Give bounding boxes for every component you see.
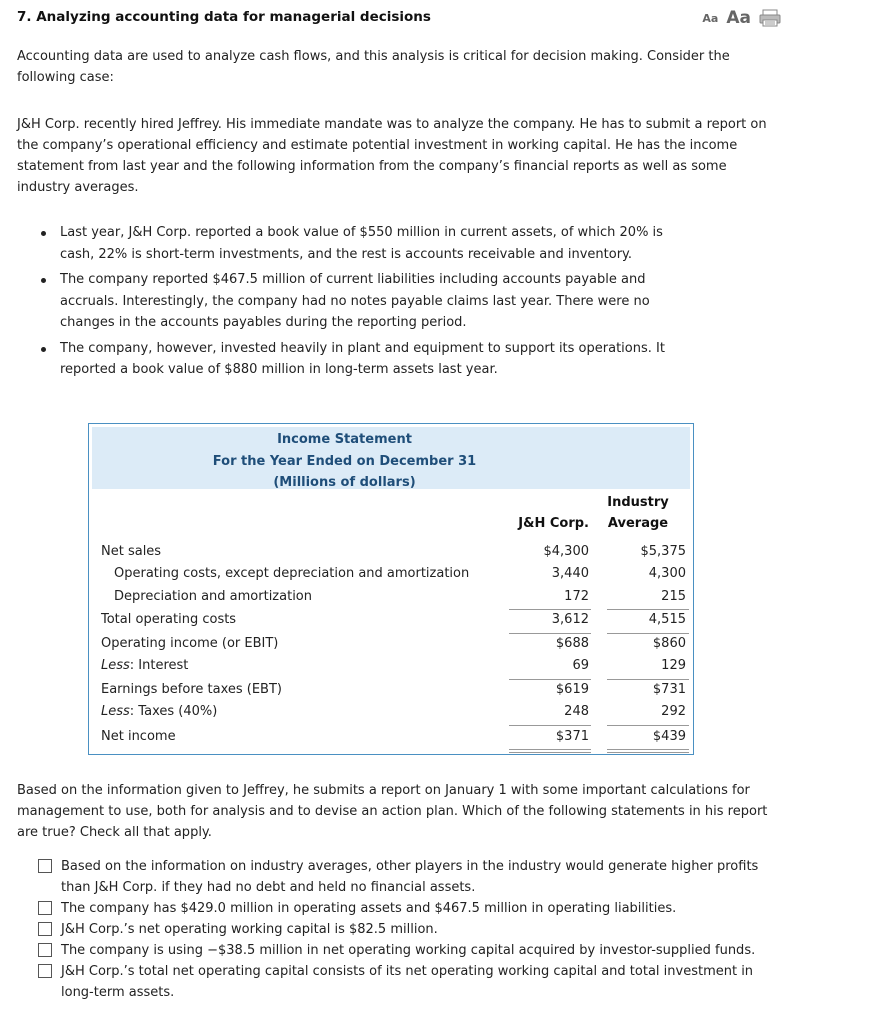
print-icon[interactable] — [759, 9, 781, 27]
row-label-total-operating-costs: Total operating costs — [101, 612, 237, 627]
list-item-text: The company, however, invested heavily in plant and equipment to support its operations. It reported a book value of $880 million in long-term assets last year. — [60, 340, 665, 377]
cell-industry-total-operating-costs: 4,515 — [648, 612, 686, 627]
statement-subtitle: For the Year Ended on December 31 — [212, 454, 477, 469]
option-text: The company has $429.0 million in operating assets and $467.5 million in operating liabilities. — [61, 901, 677, 916]
row-label-taxes: Less: Taxes (40%) — [101, 704, 218, 719]
cell-company-operating-costs: 3,440 — [551, 566, 589, 581]
facts-list — [40, 222, 680, 385]
checkbox[interactable] — [38, 901, 52, 915]
cell-industry-operating-costs: 4,300 — [648, 566, 686, 581]
income-statement-table — [88, 423, 694, 755]
cell-company-ebit: $688 — [555, 636, 589, 651]
option-text: Based on the information on industry averages, other players in the industry would generate higher profits than J&H Corp. if they had no debt and held no financial assets. — [61, 859, 759, 895]
cell-industry-net-sales: $5,375 — [640, 544, 686, 559]
option-text: The company is using −$38.5 million in net operating working capital acquired by investor-supplied funds. — [61, 943, 756, 958]
checkbox[interactable] — [38, 943, 52, 957]
row-label-net-sales: Net sales — [101, 544, 162, 559]
option-4[interactable] — [37, 940, 777, 961]
cell-company-total-operating-costs: 3,612 — [551, 612, 589, 627]
cell-company-ebt: $619 — [555, 682, 589, 697]
checkbox[interactable] — [38, 922, 52, 936]
row-label-ebt: Earnings before taxes (EBT) — [101, 682, 282, 697]
column-header-company: J&H Corp. — [518, 516, 589, 531]
column-header-industry-2: Average — [607, 516, 669, 531]
option-text: J&H Corp.’s net operating working capital is $82.5 million. — [61, 922, 438, 937]
cell-industry-taxes: 292 — [661, 704, 686, 719]
cell-industry-depreciation: 215 — [661, 589, 686, 604]
cell-industry-ebit: $860 — [652, 636, 686, 651]
option-2[interactable] — [37, 898, 777, 919]
question-header — [17, 9, 778, 29]
cell-company-interest: 69 — [572, 658, 589, 673]
cell-company-net-income: $371 — [555, 729, 589, 744]
statement-units: (Millions of dollars) — [273, 475, 416, 490]
cell-industry-interest: 129 — [661, 658, 686, 673]
question-text: Based on the information given to Jeffrey, he submits a report on January 1 with some important calculations for management to use, both for analysis and to devise an action plan. Which of the following statements in his report are true? Check all that apply. — [17, 783, 768, 840]
row-label-net-income: Net income — [101, 729, 176, 744]
list-item-text: Last year, J&H Corp. reported a book value of $550 million in current assets, of which 20% is cash, 22% is short-term investments, and the rest is accounts receivable and inventory. — [60, 225, 663, 262]
row-label-operating-costs: Operating costs, except depreciation and amortization — [114, 566, 470, 581]
cell-industry-net-income: $439 — [652, 729, 686, 744]
cell-company-net-sales: $4,300 — [543, 544, 589, 559]
cell-company-taxes: 248 — [564, 704, 589, 719]
statement-title: Income Statement — [277, 432, 412, 447]
checkbox[interactable] — [38, 859, 52, 873]
list-item — [40, 338, 680, 381]
toolbar — [702, 8, 781, 28]
column-header-industry-1: Industry — [607, 495, 669, 510]
cell-company-depreciation: 172 — [564, 589, 589, 604]
intro-text: Accounting data are used to analyze cash flows, and this analysis is critical for decision making. Consider the following case: — [17, 49, 730, 85]
answer-options — [37, 856, 777, 1003]
option-1[interactable] — [37, 856, 777, 898]
option-3[interactable] — [37, 919, 777, 940]
row-label-ebit: Operating income (or EBIT) — [101, 636, 279, 651]
cell-industry-ebt: $731 — [652, 682, 686, 697]
question-title: 7. Analyzing accounting data for managerial decisions — [17, 9, 431, 25]
font-decrease-button[interactable]: Aa — [702, 11, 719, 25]
row-label-interest: Less: Interest — [101, 658, 189, 673]
list-item — [40, 269, 680, 334]
list-item — [40, 222, 680, 265]
font-increase-button[interactable]: Aa — [726, 8, 751, 28]
list-item-text: The company reported $467.5 million of current liabilities including accounts payable and accruals. Interestingly, the company had no notes payable claims last year. There were no changes in the accounts payables during the reporting period. — [60, 272, 650, 330]
checkbox[interactable] — [38, 964, 52, 978]
row-label-depreciation: Depreciation and amortization — [114, 589, 312, 604]
option-5[interactable] — [37, 961, 777, 1003]
case-text: J&H Corp. recently hired Jeffrey. His immediate mandate was to analyze the company. He has to submit a report on the company’s operational efficiency and estimate potential investment in working capital. He has the income statement from last year and the following information from the company’s financial reports as well as some industry averages. — [17, 117, 767, 195]
option-text: J&H Corp.’s total net operating capital consists of its net operating working capital and total investment in long-term assets. — [61, 964, 754, 1000]
